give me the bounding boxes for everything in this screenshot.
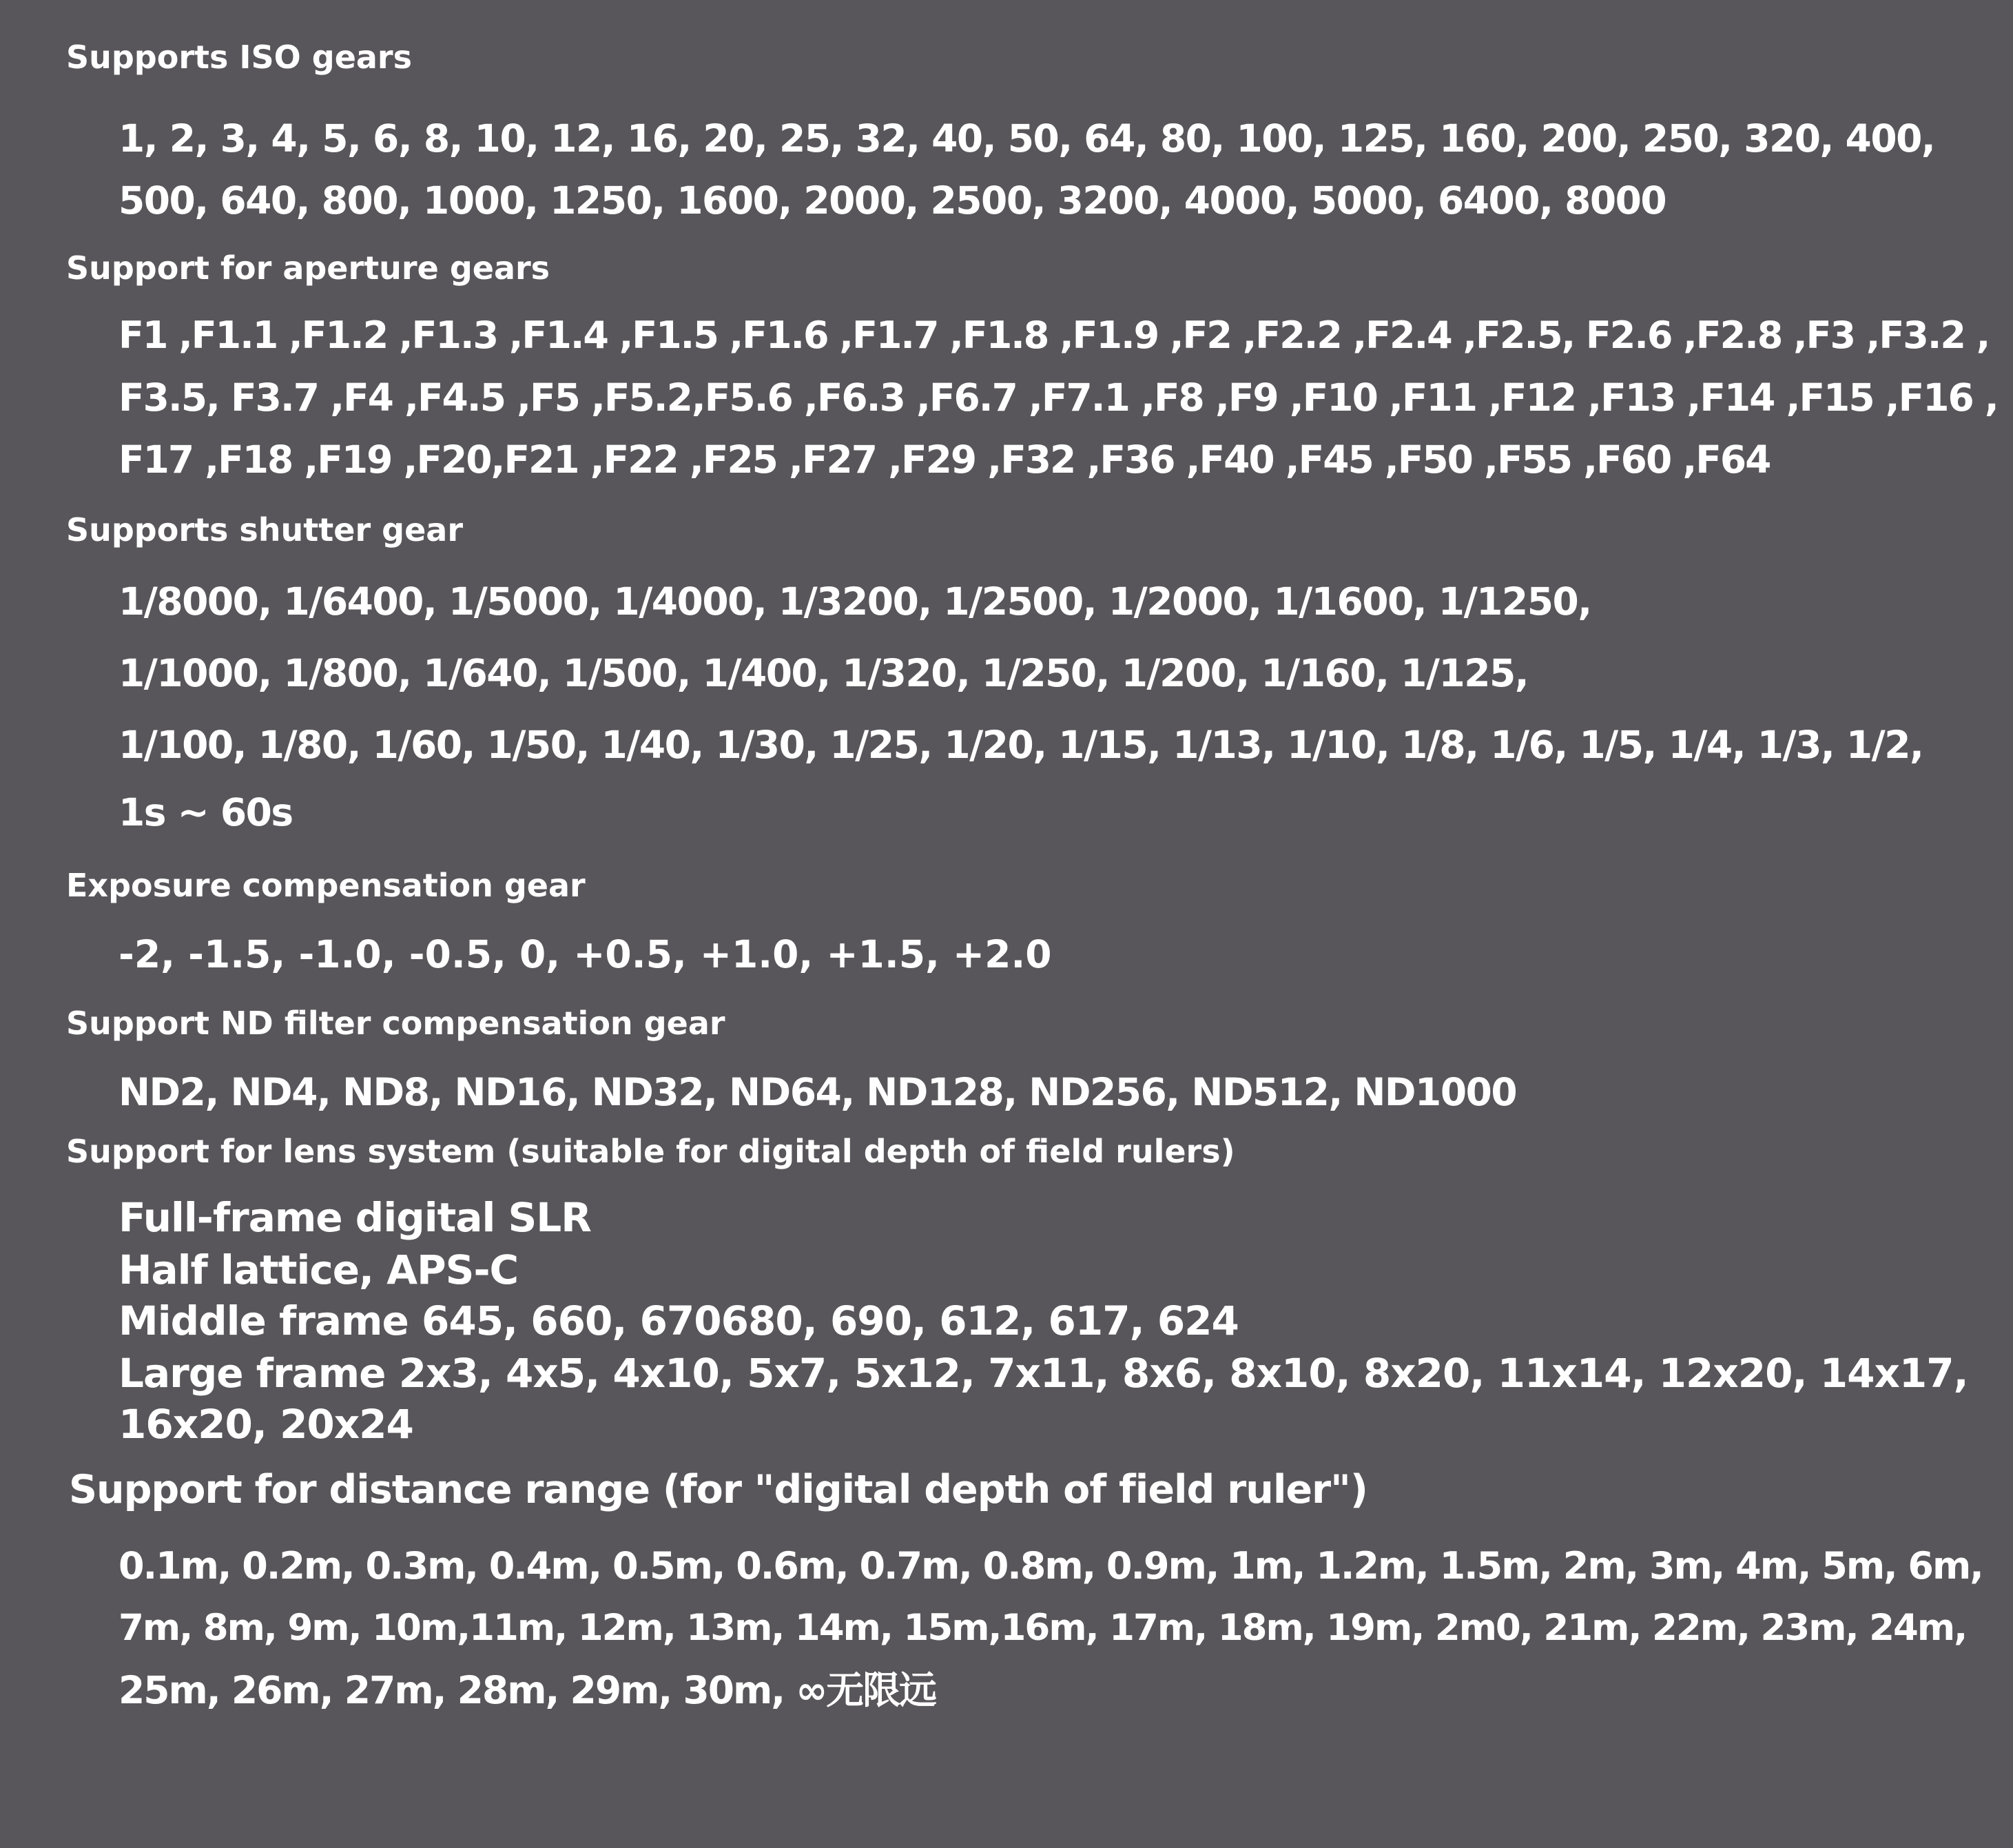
aperture-heading: Support for aperture gears — [66, 249, 550, 287]
shutter-values-line-1: 1/8000, 1/6400, 1/5000, 1/4000, 1/3200, 1/2500, 1/2000, 1/1600, 1/1250, — [118, 579, 1591, 624]
shutter-values-line-4: 1s ~ 60s — [118, 790, 293, 834]
exposure-heading: Exposure compensation gear — [66, 867, 586, 904]
shutter-heading: Supports shutter gear — [66, 511, 464, 548]
aperture-values-line-2: F3.5, F3.7 ,F4 ,F4.5 ,F5 ,F5.2,F5.6 ,F6.3 ,F6.7 ,F7.1 ,F8 ,F9 ,F10 ,F11 ,F12 ,F13 ,F14 ,F15 ,F16 , — [118, 376, 1998, 420]
lens-system-line-3: Middle frame 645, 660, 670680, 690, 612, 617, 624 — [118, 1297, 1239, 1344]
distance-values-line-2: 7m, 8m, 9m, 10m,11m, 12m, 13m, 14m, 15m,16m, 17m, 18m, 19m, 2m0, 21m, 22m, 23m, 24m, — [118, 1607, 1967, 1649]
lens-system-line-5: 16x20, 20x24 — [118, 1401, 413, 1448]
iso-heading: Supports ISO gears — [66, 39, 413, 76]
nd-filter-values-line-1: ND2, ND4, ND8, ND16, ND32, ND64, ND128, ND256, ND512, ND1000 — [118, 1070, 1517, 1114]
iso-values-line-2: 500, 640, 800, 1000, 1250, 1600, 2000, 2500, 3200, 4000, 5000, 6400, 8000 — [118, 178, 1666, 223]
exposure-values-line-1: -2, -1.5, -1.0, -0.5, 0, +0.5, +1.0, +1.5, +2.0 — [118, 932, 1052, 976]
iso-values-line-1: 1, 2, 3, 4, 5, 6, 8, 10, 12, 16, 20, 25, 32, 40, 50, 64, 80, 100, 125, 160, 200, 250, 320, 400, — [118, 116, 1935, 161]
lens-system-line-1: Full-frame digital SLR — [118, 1194, 591, 1241]
shutter-values-line-2: 1/1000, 1/800, 1/640, 1/500, 1/400, 1/320, 1/250, 1/200, 1/160, 1/125, — [118, 651, 1529, 695]
nd-filter-heading: Support ND filter compensation gear — [66, 1005, 725, 1042]
aperture-values-line-3: F17 ,F18 ,F19 ,F20,F21 ,F22 ,F25 ,F27 ,F29 ,F32 ,F36 ,F40 ,F45 ,F50 ,F55 ,F60 ,F64 — [118, 438, 1771, 482]
distance-values-line-1: 0.1m, 0.2m, 0.3m, 0.4m, 0.5m, 0.6m, 0.7m, 0.8m, 0.9m, 1m, 1.2m, 1.5m, 2m, 3m, 4m, 5m, 6m, — [118, 1544, 1983, 1588]
lens-system-heading: Support for lens system (suitable for digital depth of field rulers) — [66, 1133, 1235, 1170]
distance-values-line-3: 25m, 26m, 27m, 28m, 29m, 30m, ∞无限远 — [118, 1668, 936, 1712]
distance-range-heading: Support for distance range (for "digital depth of field ruler") — [69, 1467, 1367, 1512]
aperture-values-line-1: F1 ,F1.1 ,F1.2 ,F1.3 ,F1.4 ,F1.5 ,F1.6 ,F1.7 ,F1.8 ,F1.9 ,F2 ,F2.2 ,F2.4 ,F2.5, F2.6 ,F2.8 ,F3 ,F3.2 , — [118, 314, 1990, 357]
shutter-values-line-3: 1/100, 1/80, 1/60, 1/50, 1/40, 1/30, 1/25, 1/20, 1/15, 1/13, 1/10, 1/8, 1/6, 1/5, 1/4, 1/3, 1/2, — [118, 723, 1923, 767]
lens-system-line-2: Half lattice, APS-C — [118, 1246, 519, 1293]
lens-system-line-4: Large frame 2x3, 4x5, 4x10, 5x7, 5x12, 7x11, 8x6, 8x10, 8x20, 11x14, 12x20, 14x17, — [118, 1350, 1968, 1397]
